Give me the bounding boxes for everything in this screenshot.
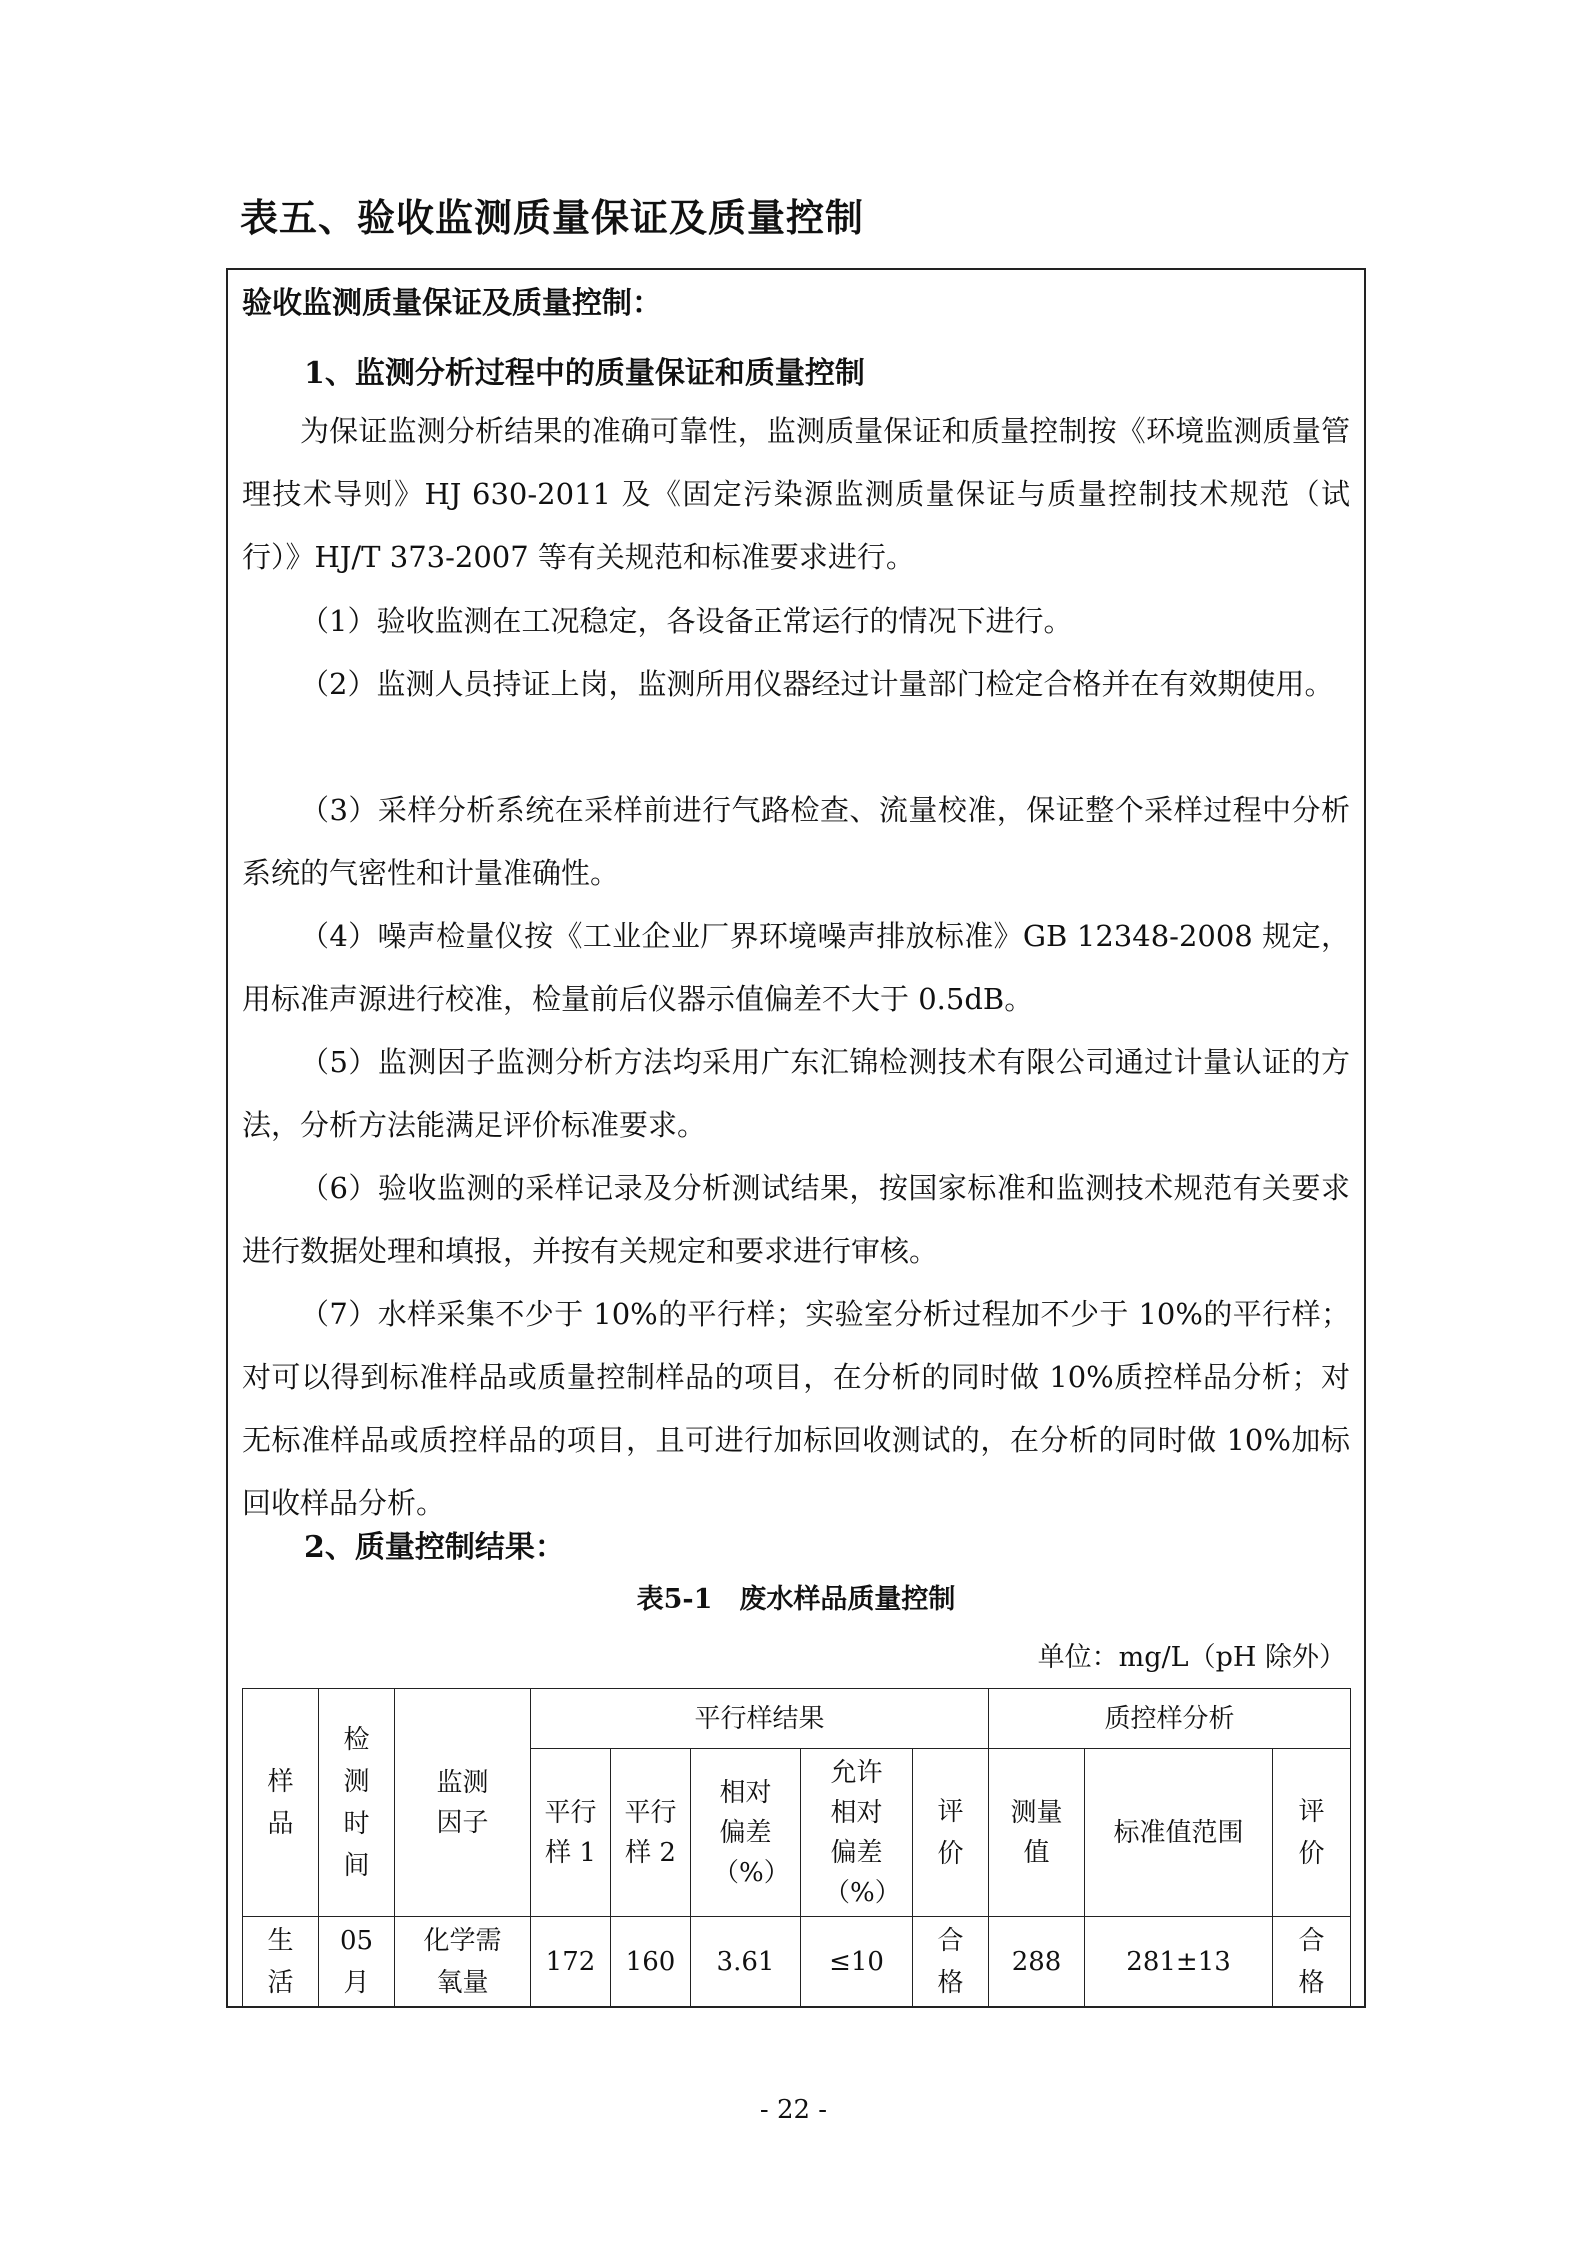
header-rel-dev: 相对偏差（%） bbox=[691, 1749, 801, 1917]
cell-sample: 生活 bbox=[243, 1917, 319, 2007]
cell-factor: 化学需氧量 bbox=[395, 1917, 531, 2007]
qc-item-2: （2）监测人员持证上岗，监测所用仪器经过计量部门检定合格并在有效期使用。 bbox=[300, 667, 1334, 701]
header-std-range: 标准值范围 bbox=[1085, 1749, 1273, 1917]
qc-item-1: （1）验收监测在工况稳定，各设备正常运行的情况下进行。 bbox=[300, 604, 1073, 638]
header-p2: 平行样 2 bbox=[611, 1749, 691, 1917]
cell-allowed-dev: ≤10 bbox=[801, 1917, 913, 2007]
qc-item-7: （7）水样采集不少于 10%的平行样；实验室分析过程加不少于 10%的平行样；对可以得到标准样品或质量控制样品的项目，在分析的同时做 10%质控样品分析；对无标准样品或质控样品的项目，且可进行加标回收测试的，在分析的同时做 10%加标回收样品分析。 bbox=[242, 1297, 1350, 1520]
wastewater-qc-table bbox=[242, 1688, 1351, 2007]
header-allowed-dev: 允许相对偏差（%） bbox=[801, 1749, 913, 1917]
header-time: 检测时间 bbox=[319, 1689, 395, 1917]
header-measured: 测量值 bbox=[989, 1749, 1085, 1917]
box-title: 验收监测质量保证及质量控制： bbox=[242, 286, 662, 321]
section2-heading: 2、质量控制结果： bbox=[304, 1530, 565, 1565]
page-number: - 22 - bbox=[759, 2095, 828, 2125]
cell-time: 05月 bbox=[319, 1917, 395, 2007]
header-p1: 平行样 1 bbox=[531, 1749, 611, 1917]
header-factor: 监测因子 bbox=[395, 1689, 531, 1917]
qc-item-6: （6）验收监测的采样记录及分析测试结果，按国家标准和监测技术规范有关要求进行数据处理和填报，并按有关规定和要求进行审核。 bbox=[242, 1171, 1350, 1268]
page-title: 表五、验收监测质量保证及质量控制 bbox=[240, 195, 865, 240]
section1-heading: 1、监测分析过程中的质量保证和质量控制 bbox=[304, 356, 865, 391]
header-eval2: 评价 bbox=[1273, 1749, 1351, 1917]
header-eval1: 评价 bbox=[913, 1749, 989, 1917]
qc-item-3: （3）采样分析系统在采样前进行气路检查、流量校准，保证整个采样过程中分析系统的气密性和计量准确性。 bbox=[242, 793, 1350, 890]
cell-std-range: 281±13 bbox=[1085, 1917, 1273, 2007]
content-box bbox=[226, 268, 1366, 2008]
table-row bbox=[243, 1917, 1351, 2007]
cell-rel-dev: 3.61 bbox=[691, 1917, 801, 2007]
unit-note: 单位：mg/L（pH 除外） bbox=[1037, 1642, 1346, 1673]
cell-eval1: 合格 bbox=[913, 1917, 989, 2007]
header-sample: 样品 bbox=[243, 1689, 319, 1917]
cell-eval2: 合格 bbox=[1273, 1917, 1351, 2007]
qc-item-5: （5）监测因子监测分析方法均采用广东汇锦检测技术有限公司通过计量认证的方法，分析方法能满足评价标准要求。 bbox=[242, 1045, 1350, 1142]
cell-p2: 160 bbox=[611, 1917, 691, 2007]
header-qc-group: 质控样分析 bbox=[989, 1689, 1351, 1749]
header-parallel-group: 平行样结果 bbox=[531, 1689, 989, 1749]
section1-intro: 为保证监测分析结果的准确可靠性，监测质量保证和质量控制按《环境监测质量管理技术导则》HJ 630-2011 及《固定污染源监测质量保证与质量控制技术规范（试行）》HJ/T 373-2007 等有关规范和标准要求进行。 bbox=[242, 414, 1350, 574]
table-caption: 表5-1 废水样品质量控制 bbox=[636, 1584, 956, 1615]
cell-measured: 288 bbox=[989, 1917, 1085, 2007]
cell-p1: 172 bbox=[531, 1917, 611, 2007]
qc-item-4: （4）噪声检量仪按《工业企业厂界环境噪声排放标准》GB 12348-2008 规定，用标准声源进行校准，检量前后仪器示值偏差不大于 0.5dB。 bbox=[242, 919, 1350, 1016]
